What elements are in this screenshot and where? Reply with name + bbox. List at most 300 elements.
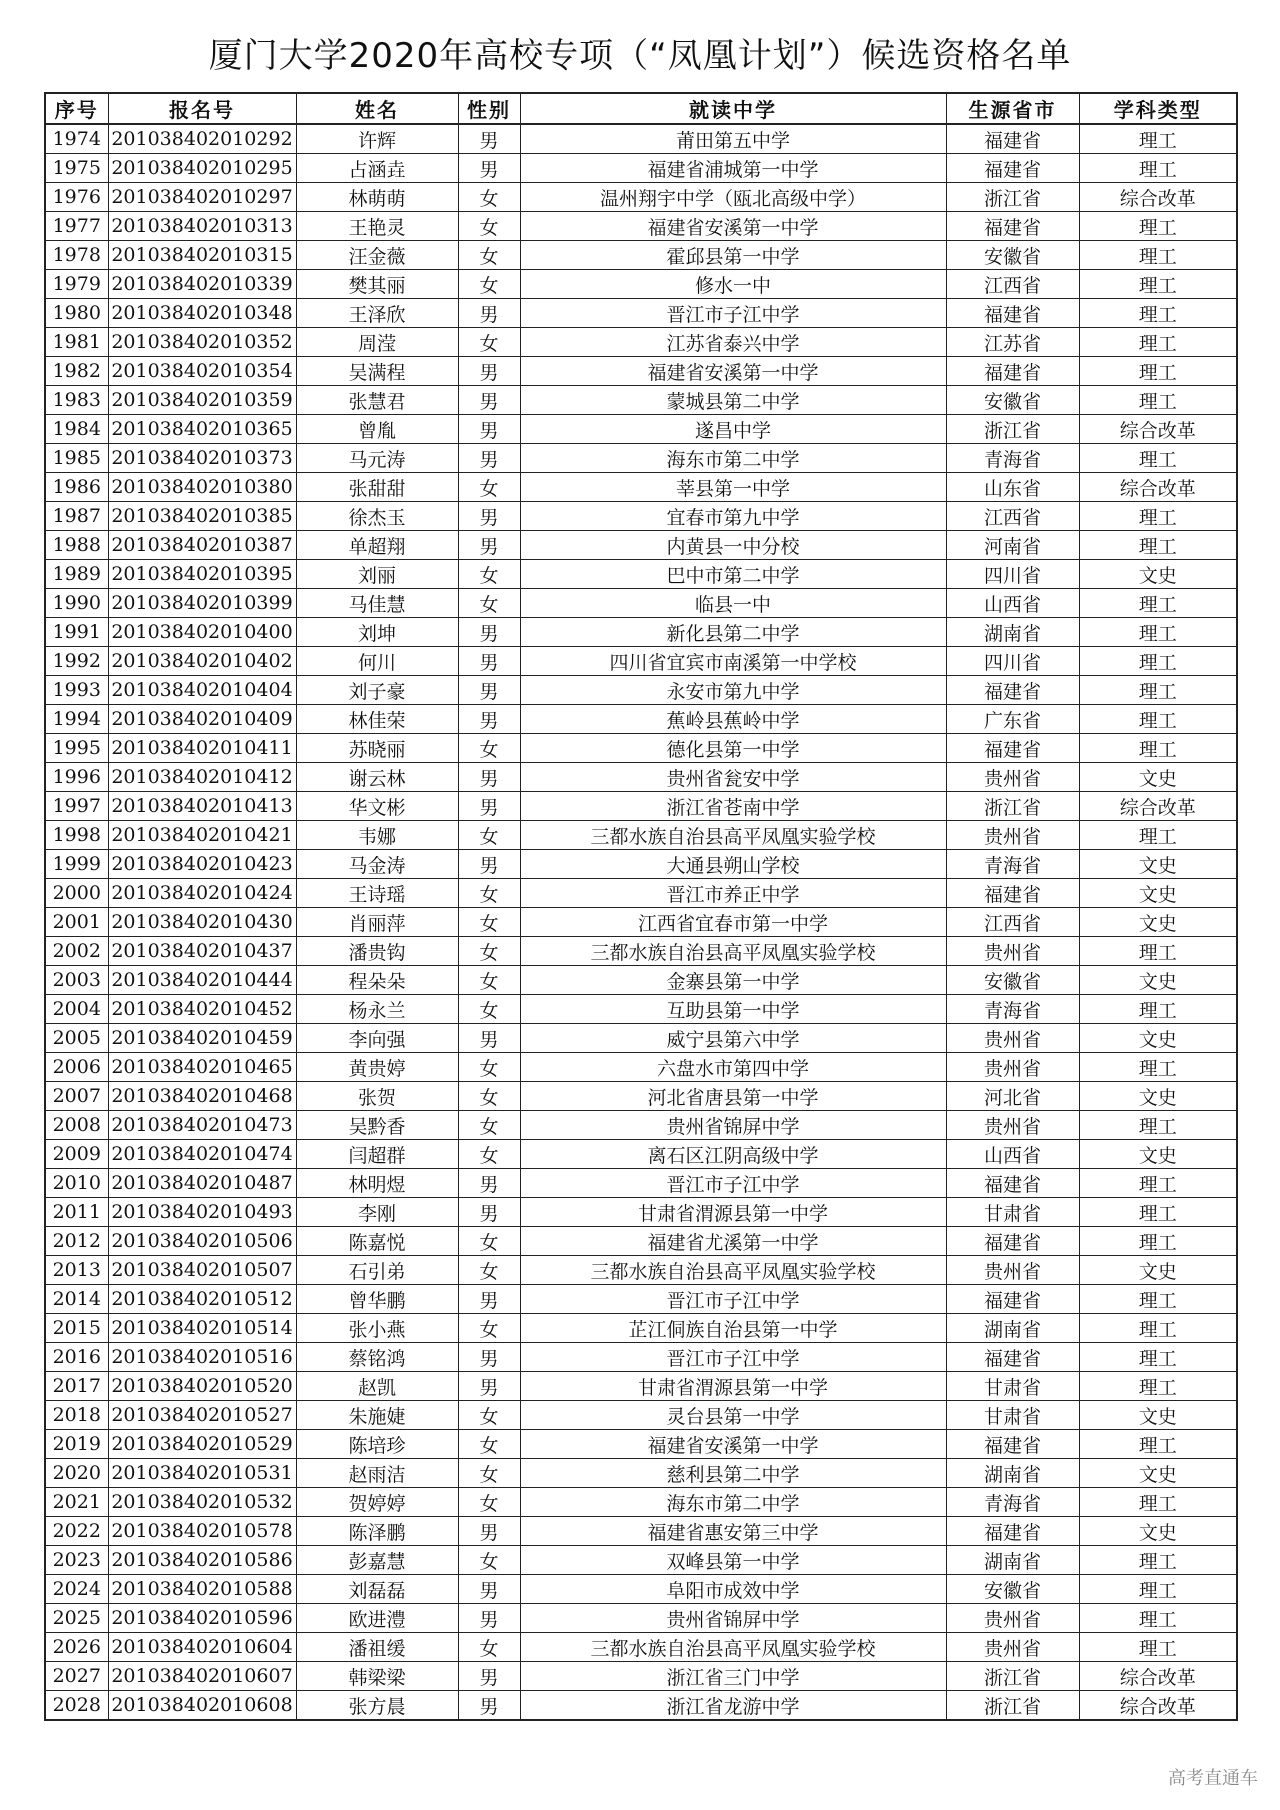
cell-index: 2026 <box>45 1633 108 1662</box>
cell-province: 山西省 <box>946 1140 1079 1169</box>
cell-gender: 男 <box>458 850 520 879</box>
cell-name: 刘磊磊 <box>296 1575 458 1604</box>
cell-name: 张小燕 <box>296 1314 458 1343</box>
table-row <box>45 299 1237 328</box>
cell-school: 新化县第二中学 <box>520 618 946 647</box>
cell-subject-type: 理工 <box>1079 502 1237 531</box>
cell-province: 甘肃省 <box>946 1372 1079 1401</box>
cell-name: 黄贵婷 <box>296 1053 458 1082</box>
cell-registration-no: 201038402010506 <box>108 1227 296 1256</box>
cell-index: 1976 <box>45 183 108 212</box>
table-row <box>45 1314 1237 1343</box>
cell-index: 2023 <box>45 1546 108 1575</box>
cell-province: 江西省 <box>946 502 1079 531</box>
cell-gender: 男 <box>458 357 520 386</box>
cell-name: 何川 <box>296 647 458 676</box>
cell-name: 周滢 <box>296 328 458 357</box>
table-row <box>45 618 1237 647</box>
table-row <box>45 1488 1237 1517</box>
cell-subject-type: 文史 <box>1079 908 1237 937</box>
cell-registration-no: 201038402010295 <box>108 154 296 183</box>
cell-gender: 女 <box>458 1314 520 1343</box>
cell-province: 贵州省 <box>946 1024 1079 1053</box>
cell-registration-no: 201038402010385 <box>108 502 296 531</box>
cell-gender: 男 <box>458 386 520 415</box>
table-row <box>45 995 1237 1024</box>
table-row <box>45 502 1237 531</box>
table-row <box>45 647 1237 676</box>
cell-index: 1981 <box>45 328 108 357</box>
cell-province: 福建省 <box>946 1285 1079 1314</box>
cell-registration-no: 201038402010578 <box>108 1517 296 1546</box>
cell-subject-type: 理工 <box>1079 589 1237 618</box>
cell-name: 吴黔香 <box>296 1111 458 1140</box>
cell-province: 贵州省 <box>946 937 1079 966</box>
cell-gender: 男 <box>458 124 520 154</box>
cell-gender: 女 <box>458 212 520 241</box>
cell-index: 2013 <box>45 1256 108 1285</box>
cell-province: 贵州省 <box>946 1604 1079 1633</box>
table-body <box>45 124 1237 1720</box>
cell-name: 谢云林 <box>296 763 458 792</box>
cell-subject-type: 理工 <box>1079 328 1237 357</box>
cell-registration-no: 201038402010424 <box>108 879 296 908</box>
cell-name: 林佳荣 <box>296 705 458 734</box>
cell-gender: 男 <box>458 154 520 183</box>
cell-province: 山西省 <box>946 589 1079 618</box>
cell-gender: 男 <box>458 705 520 734</box>
cell-registration-no: 201038402010365 <box>108 415 296 444</box>
cell-gender: 女 <box>458 1082 520 1111</box>
cell-registration-no: 201038402010588 <box>108 1575 296 1604</box>
cell-name: 林明煜 <box>296 1169 458 1198</box>
cell-province: 福建省 <box>946 1343 1079 1372</box>
cell-index: 1988 <box>45 531 108 560</box>
cell-name: 马元涛 <box>296 444 458 473</box>
cell-gender: 女 <box>458 937 520 966</box>
cell-gender: 女 <box>458 241 520 270</box>
cell-name: 王诗瑶 <box>296 879 458 908</box>
cell-name: 徐杰玉 <box>296 502 458 531</box>
cell-school: 互助县第一中学 <box>520 995 946 1024</box>
cell-school: 河北省唐县第一中学 <box>520 1082 946 1111</box>
cell-gender: 男 <box>458 531 520 560</box>
cell-index: 2000 <box>45 879 108 908</box>
cell-registration-no: 201038402010520 <box>108 1372 296 1401</box>
cell-gender: 男 <box>458 1575 520 1604</box>
cell-school: 三都水族自治县高平凤凰实验学校 <box>520 937 946 966</box>
cell-subject-type: 理工 <box>1079 676 1237 705</box>
cell-registration-no: 201038402010452 <box>108 995 296 1024</box>
cell-registration-no: 201038402010531 <box>108 1459 296 1488</box>
cell-subject-type: 理工 <box>1079 618 1237 647</box>
cell-province: 安徽省 <box>946 966 1079 995</box>
cell-name: 刘子豪 <box>296 676 458 705</box>
cell-name: 刘坤 <box>296 618 458 647</box>
cell-registration-no: 201038402010586 <box>108 1546 296 1575</box>
cell-registration-no: 201038402010474 <box>108 1140 296 1169</box>
cell-name: 陈培珍 <box>296 1430 458 1459</box>
table-row <box>45 1198 1237 1227</box>
table-row <box>45 1256 1237 1285</box>
cell-school: 福建省安溪第一中学 <box>520 357 946 386</box>
table-row <box>45 1053 1237 1082</box>
table-row <box>45 183 1237 212</box>
cell-name: 贺婷婷 <box>296 1488 458 1517</box>
cell-subject-type: 理工 <box>1079 270 1237 299</box>
cell-registration-no: 201038402010399 <box>108 589 296 618</box>
cell-school: 霍邱县第一中学 <box>520 241 946 270</box>
table-header-row <box>45 93 1237 124</box>
cell-index: 2010 <box>45 1169 108 1198</box>
cell-subject-type: 理工 <box>1079 154 1237 183</box>
cell-name: 张贺 <box>296 1082 458 1111</box>
cell-school: 福建省浦城第一中学 <box>520 154 946 183</box>
cell-subject-type: 理工 <box>1079 357 1237 386</box>
cell-province: 福建省 <box>946 1517 1079 1546</box>
cell-subject-type: 理工 <box>1079 1430 1237 1459</box>
cell-registration-no: 201038402010516 <box>108 1343 296 1372</box>
cell-gender: 女 <box>458 1256 520 1285</box>
source-watermark: 高考直通车 <box>1168 1768 1258 1789</box>
cell-registration-no: 201038402010468 <box>108 1082 296 1111</box>
cell-province: 湖南省 <box>946 1314 1079 1343</box>
cell-school: 遂昌中学 <box>520 415 946 444</box>
cell-registration-no: 201038402010352 <box>108 328 296 357</box>
cell-name: 陈嘉悦 <box>296 1227 458 1256</box>
cell-registration-no: 201038402010380 <box>108 473 296 502</box>
cell-name: 杨永兰 <box>296 995 458 1024</box>
cell-subject-type: 文史 <box>1079 1024 1237 1053</box>
cell-gender: 女 <box>458 1227 520 1256</box>
cell-gender: 女 <box>458 1111 520 1140</box>
cell-registration-no: 201038402010348 <box>108 299 296 328</box>
cell-registration-no: 201038402010395 <box>108 560 296 589</box>
cell-gender: 男 <box>458 299 520 328</box>
cell-subject-type: 理工 <box>1079 1111 1237 1140</box>
cell-registration-no: 201038402010423 <box>108 850 296 879</box>
cell-province: 四川省 <box>946 647 1079 676</box>
cell-gender: 女 <box>458 183 520 212</box>
cell-subject-type: 理工 <box>1079 647 1237 676</box>
cell-school: 宜春市第九中学 <box>520 502 946 531</box>
cell-index: 1990 <box>45 589 108 618</box>
cell-index: 2016 <box>45 1343 108 1372</box>
cell-registration-no: 201038402010608 <box>108 1691 296 1721</box>
cell-gender: 女 <box>458 995 520 1024</box>
cell-registration-no: 201038402010354 <box>108 357 296 386</box>
cell-province: 福建省 <box>946 1169 1079 1198</box>
cell-registration-no: 201038402010487 <box>108 1169 296 1198</box>
cell-index: 2022 <box>45 1517 108 1546</box>
table-row <box>45 966 1237 995</box>
cell-index: 1975 <box>45 154 108 183</box>
cell-index: 1991 <box>45 618 108 647</box>
cell-gender: 女 <box>458 560 520 589</box>
cell-province: 福建省 <box>946 1430 1079 1459</box>
cell-province: 江西省 <box>946 270 1079 299</box>
cell-subject-type: 理工 <box>1079 212 1237 241</box>
cell-registration-no: 201038402010444 <box>108 966 296 995</box>
cell-gender: 女 <box>458 1459 520 1488</box>
cell-name: 林萌萌 <box>296 183 458 212</box>
cell-subject-type: 理工 <box>1079 531 1237 560</box>
cell-registration-no: 201038402010400 <box>108 618 296 647</box>
cell-name: 石引弟 <box>296 1256 458 1285</box>
cell-school: 巴中市第二中学 <box>520 560 946 589</box>
table-row <box>45 415 1237 444</box>
cell-name: 程朵朵 <box>296 966 458 995</box>
table-row <box>45 1372 1237 1401</box>
table-row <box>45 676 1237 705</box>
cell-index: 1992 <box>45 647 108 676</box>
cell-name: 李刚 <box>296 1198 458 1227</box>
cell-subject-type: 综合改革 <box>1079 473 1237 502</box>
table-row <box>45 1546 1237 1575</box>
cell-index: 2012 <box>45 1227 108 1256</box>
cell-school: 修水一中 <box>520 270 946 299</box>
table-row <box>45 879 1237 908</box>
cell-registration-no: 201038402010413 <box>108 792 296 821</box>
cell-gender: 女 <box>458 1488 520 1517</box>
cell-province: 贵州省 <box>946 1111 1079 1140</box>
cell-school: 永安市第九中学 <box>520 676 946 705</box>
cell-name: 欧进澧 <box>296 1604 458 1633</box>
table-row <box>45 1430 1237 1459</box>
cell-province: 福建省 <box>946 124 1079 154</box>
cell-subject-type: 理工 <box>1079 1285 1237 1314</box>
cell-gender: 女 <box>458 734 520 763</box>
table-row <box>45 1401 1237 1430</box>
cell-province: 浙江省 <box>946 415 1079 444</box>
cell-index: 1978 <box>45 241 108 270</box>
cell-index: 2003 <box>45 966 108 995</box>
cell-subject-type: 文史 <box>1079 560 1237 589</box>
cell-school: 晋江市子江中学 <box>520 299 946 328</box>
cell-school: 晋江市子江中学 <box>520 1169 946 1198</box>
cell-registration-no: 201038402010339 <box>108 270 296 299</box>
cell-province: 福建省 <box>946 212 1079 241</box>
header-province: 生源省市 <box>946 93 1079 124</box>
cell-index: 2011 <box>45 1198 108 1227</box>
cell-gender: 女 <box>458 821 520 850</box>
cell-school: 双峰县第一中学 <box>520 1546 946 1575</box>
cell-school: 莘县第一中学 <box>520 473 946 502</box>
cell-gender: 男 <box>458 792 520 821</box>
cell-name: 单超翔 <box>296 531 458 560</box>
cell-registration-no: 201038402010493 <box>108 1198 296 1227</box>
cell-index: 1977 <box>45 212 108 241</box>
cell-name: 占涵垚 <box>296 154 458 183</box>
cell-subject-type: 理工 <box>1079 241 1237 270</box>
cell-subject-type: 理工 <box>1079 1633 1237 1662</box>
cell-school: 三都水族自治县高平凤凰实验学校 <box>520 1633 946 1662</box>
cell-index: 2024 <box>45 1575 108 1604</box>
cell-province: 甘肃省 <box>946 1198 1079 1227</box>
cell-index: 1993 <box>45 676 108 705</box>
cell-subject-type: 理工 <box>1079 299 1237 328</box>
cell-province: 河北省 <box>946 1082 1079 1111</box>
cell-gender: 男 <box>458 1372 520 1401</box>
cell-province: 湖南省 <box>946 1546 1079 1575</box>
cell-name: 潘贵钩 <box>296 937 458 966</box>
cell-subject-type: 理工 <box>1079 1546 1237 1575</box>
cell-name: 曾华鹏 <box>296 1285 458 1314</box>
cell-subject-type: 文史 <box>1079 1517 1237 1546</box>
cell-gender: 男 <box>458 1169 520 1198</box>
cell-school: 芷江侗族自治县第一中学 <box>520 1314 946 1343</box>
cell-subject-type: 文史 <box>1079 1082 1237 1111</box>
cell-index: 1986 <box>45 473 108 502</box>
cell-school: 福建省安溪第一中学 <box>520 1430 946 1459</box>
cell-index: 2019 <box>45 1430 108 1459</box>
cell-index: 2009 <box>45 1140 108 1169</box>
cell-school: 贵州省锦屏中学 <box>520 1604 946 1633</box>
cell-gender: 女 <box>458 1546 520 1575</box>
cell-name: 樊其丽 <box>296 270 458 299</box>
cell-subject-type: 理工 <box>1079 386 1237 415</box>
header-school: 就读中学 <box>520 93 946 124</box>
cell-index: 1979 <box>45 270 108 299</box>
table-row <box>45 444 1237 473</box>
cell-subject-type: 文史 <box>1079 1140 1237 1169</box>
cell-school: 慈利县第二中学 <box>520 1459 946 1488</box>
cell-subject-type: 综合改革 <box>1079 183 1237 212</box>
cell-name: 闫超群 <box>296 1140 458 1169</box>
cell-subject-type: 理工 <box>1079 734 1237 763</box>
cell-subject-type: 理工 <box>1079 444 1237 473</box>
cell-index: 1999 <box>45 850 108 879</box>
cell-subject-type: 理工 <box>1079 1575 1237 1604</box>
cell-name: 肖丽萍 <box>296 908 458 937</box>
cell-school: 福建省惠安第三中学 <box>520 1517 946 1546</box>
cell-registration-no: 201038402010514 <box>108 1314 296 1343</box>
cell-name: 张方晨 <box>296 1691 458 1721</box>
cell-index: 1995 <box>45 734 108 763</box>
cell-province: 福建省 <box>946 154 1079 183</box>
cell-school: 临县一中 <box>520 589 946 618</box>
cell-school: 江西省宜春市第一中学 <box>520 908 946 937</box>
cell-subject-type: 理工 <box>1079 1314 1237 1343</box>
cell-school: 三都水族自治县高平凤凰实验学校 <box>520 821 946 850</box>
cell-gender: 男 <box>458 502 520 531</box>
cell-gender: 男 <box>458 647 520 676</box>
cell-gender: 男 <box>458 1343 520 1372</box>
cell-subject-type: 理工 <box>1079 1604 1237 1633</box>
table-row <box>45 1691 1237 1721</box>
cell-school: 贵州省锦屏中学 <box>520 1111 946 1140</box>
cell-registration-no: 201038402010402 <box>108 647 296 676</box>
cell-gender: 男 <box>458 1024 520 1053</box>
table-row <box>45 734 1237 763</box>
cell-index: 1989 <box>45 560 108 589</box>
cell-gender: 男 <box>458 1198 520 1227</box>
cell-school: 海东市第二中学 <box>520 1488 946 1517</box>
table-row <box>45 328 1237 357</box>
cell-gender: 男 <box>458 618 520 647</box>
cell-school: 福建省尤溪第一中学 <box>520 1227 946 1256</box>
cell-school: 浙江省龙游中学 <box>520 1691 946 1721</box>
cell-gender: 男 <box>458 1285 520 1314</box>
table-row <box>45 1662 1237 1691</box>
table-row <box>45 1111 1237 1140</box>
cell-gender: 男 <box>458 415 520 444</box>
cell-registration-no: 201038402010292 <box>108 124 296 154</box>
cell-index: 2006 <box>45 1053 108 1082</box>
cell-registration-no: 201038402010412 <box>108 763 296 792</box>
cell-index: 2027 <box>45 1662 108 1691</box>
cell-subject-type: 文史 <box>1079 1256 1237 1285</box>
cell-subject-type: 综合改革 <box>1079 1691 1237 1721</box>
cell-name: 陈泽鹏 <box>296 1517 458 1546</box>
cell-school: 蒙城县第二中学 <box>520 386 946 415</box>
cell-name: 王泽欣 <box>296 299 458 328</box>
table-row <box>45 270 1237 299</box>
cell-school: 晋江市养正中学 <box>520 879 946 908</box>
cell-subject-type: 理工 <box>1079 1227 1237 1256</box>
cell-gender: 女 <box>458 966 520 995</box>
table-row <box>45 908 1237 937</box>
cell-index: 2002 <box>45 937 108 966</box>
cell-gender: 女 <box>458 328 520 357</box>
cell-province: 广东省 <box>946 705 1079 734</box>
table-row <box>45 386 1237 415</box>
cell-registration-no: 201038402010465 <box>108 1053 296 1082</box>
cell-province: 青海省 <box>946 850 1079 879</box>
cell-gender: 男 <box>458 444 520 473</box>
cell-index: 2028 <box>45 1691 108 1721</box>
cell-gender: 女 <box>458 1430 520 1459</box>
cell-name: 赵凯 <box>296 1372 458 1401</box>
cell-gender: 女 <box>458 908 520 937</box>
cell-index: 1984 <box>45 415 108 444</box>
cell-index: 1994 <box>45 705 108 734</box>
cell-index: 2018 <box>45 1401 108 1430</box>
cell-gender: 女 <box>458 473 520 502</box>
cell-index: 1996 <box>45 763 108 792</box>
cell-province: 浙江省 <box>946 792 1079 821</box>
cell-province: 浙江省 <box>946 183 1079 212</box>
cell-subject-type: 文史 <box>1079 966 1237 995</box>
cell-school: 金寨县第一中学 <box>520 966 946 995</box>
cell-subject-type: 文史 <box>1079 1401 1237 1430</box>
table-row <box>45 473 1237 502</box>
cell-province: 贵州省 <box>946 1256 1079 1285</box>
cell-subject-type: 理工 <box>1079 995 1237 1024</box>
table-row <box>45 850 1237 879</box>
cell-name: 王艳灵 <box>296 212 458 241</box>
table-row <box>45 1227 1237 1256</box>
cell-name: 许辉 <box>296 124 458 154</box>
cell-school: 德化县第一中学 <box>520 734 946 763</box>
cell-school: 蕉岭县蕉岭中学 <box>520 705 946 734</box>
cell-gender: 女 <box>458 589 520 618</box>
cell-gender: 女 <box>458 270 520 299</box>
cell-province: 福建省 <box>946 299 1079 328</box>
candidate-table <box>44 92 1238 1721</box>
cell-school: 晋江市子江中学 <box>520 1285 946 1314</box>
table-row <box>45 1343 1237 1372</box>
cell-province: 安徽省 <box>946 1575 1079 1604</box>
cell-index: 2020 <box>45 1459 108 1488</box>
cell-gender: 男 <box>458 1517 520 1546</box>
cell-name: 吴满程 <box>296 357 458 386</box>
cell-registration-no: 201038402010313 <box>108 212 296 241</box>
cell-subject-type: 理工 <box>1079 705 1237 734</box>
table-row <box>45 821 1237 850</box>
cell-name: 张甜甜 <box>296 473 458 502</box>
cell-school: 灵台县第一中学 <box>520 1401 946 1430</box>
